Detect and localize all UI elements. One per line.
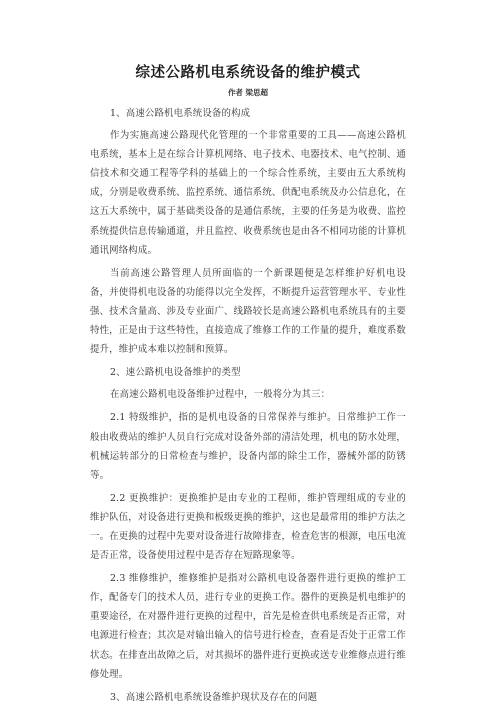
paragraph-4: 2.1 特级维护，指的是机电设备的日常保养与维护。日常维护工作一般由收费站的维护人员自行完成对设备外部的清洁处理，机电的防水处理，机械运转部分的日常检查与维护，设备内部的除尘工作，器械外部的防锈等。 — [90, 412, 406, 481]
paragraph-6: 2.3 维修维护，维修维护是指对公路机电设备器件进行更换的维护工作，配备专门的技术人员，进行专业的更换工作。器件的更换是机电维护的重要途径，在对器件进行更换的过程中，首先是检查供电系统是否正常，对电源进行检查；其次是对输出输入的信号进行检查，查看是否处于正常工作状态。在排查出故障之后，对其损坏的器件进行更换或送专业维修点进行维修处理。 — [90, 573, 406, 680]
paragraph-2: 当前高速公路管理人员所面临的一个新课题便是怎样维护好机电设备，并使得机电设备的功能得以完全发挥，不断提升运营管理水平、专业性强、技术含量高、涉及专业面广、线路较长是高速公路机电系统具有的主要特性，正是由于这些特性，直接造成了维修工作的工作量的提升，难度系数提升，维护成本难以控制和预算。 — [90, 267, 406, 356]
section-heading-1: 1、高速公路机电系统设备的构成 — [110, 108, 251, 119]
document-author: 作者 梁思超 — [227, 88, 269, 97]
paragraph-3: 在高速公路机电设备维护过程中，一般将分为其三： — [110, 389, 331, 401]
section-heading-3: 3、高速公路机电系统设备维护现状及存在的问题 — [110, 691, 318, 703]
document-title: 综述公路机电系统设备的维护模式 — [135, 65, 361, 81]
paragraph-5: 2.2 更换维护：更换维护是由专业的工程师，维护管理组成的专业的维护队伍，对设备进行更换和板级更换的维护，这也是最常用的维护方法之一。在更换的过程中先要对设备进行故障排查，检查危害的根源，电压电流是否正常，设备使用过程中是否存在短路现象等。 — [90, 492, 406, 562]
paragraph-1: 作为实施高速公路现代化管理的一个非常重要的工具——高速公路机电系统，基本上是在综合计算机网络、电子技术、电器技术、电气控制、通信技术和交通工程等学科的基础上的一个综合性系统，主要由五大系统构成，分别是收费系统、监控系统、通信系统、供配电系统及办公信息化，在这五大系统中，属于基础类设备的是通信系统，主要的任务是为收费、监控系统提供信息传输通道，并且监控、收费系统也是由各不相同功能的计算机通讯网络构成。 — [90, 130, 406, 256]
document-body — [90, 104, 406, 710]
section-heading-2: 2、速公路机电设备维护的类型 — [110, 367, 241, 379]
